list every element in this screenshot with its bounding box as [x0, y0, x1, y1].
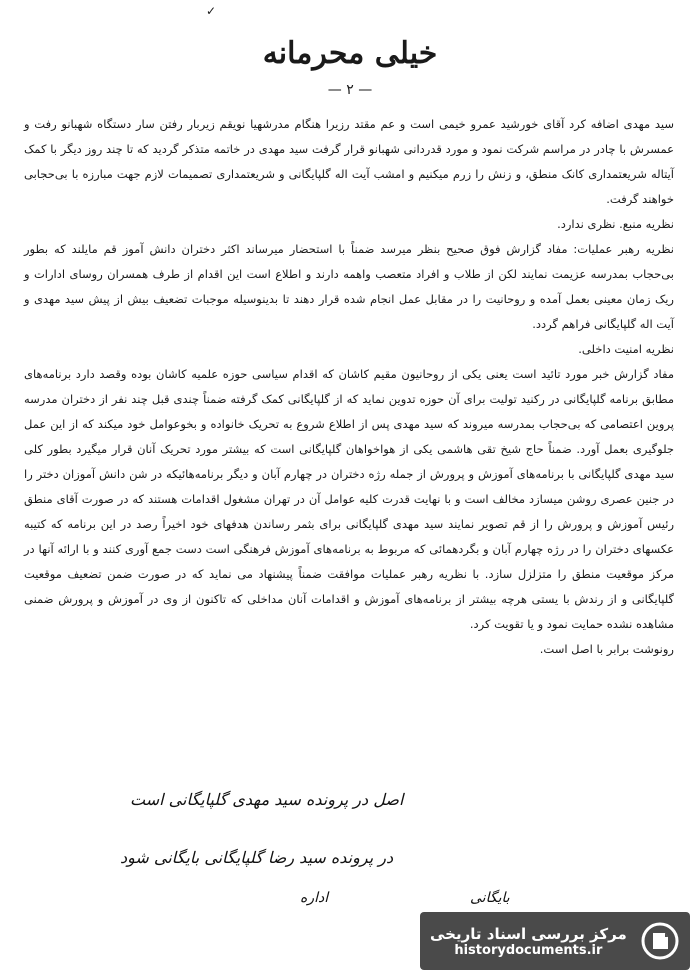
classification-title: خیلی محرمانه	[262, 36, 438, 71]
page-number: — ۲ —	[327, 82, 373, 98]
paragraph: نظریه رهبر عملیات: مفاد گزارش فوق صحیح بنظر میرسد ضمناً با استحضار میرساند اکثر دختران دانش آموز قم مایلند که بطور بی‌حجاب بمدرسه عزیمت نمایند لکن از طلاب و افراد متعصب واهمه دارند و اطلاع است این اقدام از طرف همسران روسای ادارات و ریک زمان معینی بعمل آمده و روحانیت را در مقابل عمل انجام شده قرار دهند تا بدینوسیله موجبات تضعیف بیش از پیش سید مهدی و آیت اله گلپایگانی فراهم گردد.	[24, 242, 674, 331]
handwritten-archive-note: بایگانی	[470, 890, 510, 906]
paragraph: سید مهدی اضافه کرد آقای خورشید عمرو خیمی است و عم مقتد رزیرا هنگام مدرشهیا نویقم زیربار رفتن سار دستگاه شهبانو رفت و عمسرش با چادر در مراسم شرکت نمود و مورد قدردانی شهبانو قرار گرفت سید مهدی در خاتمه متذکر گردید که تا چند روز دیگر با کمک آیتاله شریعتمداری کانک منطق، و زنش را زرم میکنیم و امشب آیت اله گلپایگانی و شریعتمداری تصمیمات لازم جهت مبارزه با بی‌حجابی خواهند گرفت.	[24, 117, 674, 206]
watermark-persian: مرکز بررسی اسناد تاریخی	[430, 924, 627, 943]
document-logo-icon	[640, 921, 680, 961]
watermark-url: historydocuments.ir	[454, 942, 603, 958]
paragraph: نظریه منبع. نظری ندارد.	[557, 217, 674, 231]
paragraph: مفاد گزارش خبر مورد تائید است یعنی یکی از روحانیون مقیم کاشان که اقدام سیاسی حوزه علمیه کاشان بوده وقصد دارد برنامه‌های مطابق برنامه گلپایگانی در رکنید تولیت برای آن حوزه تدوین نماید که از گلپایگانی کمک گرفته ضمناً چندی قبل چند نفر از دختران مدرسه پروین اعتصامی که بی‌حجاب بمدرسه میروند که سید مهدی پس از اطلاع شروع به تحریک خانواده و بخوعوامل خود میکند که از این عمل جلوگیری بعمل آورد. ضمناً حاج شیخ تقی هاشمی یکی از هواخواهان گلپایگانی است که بیشتر مورد تحریک آنان قرار میگیرد بطور کلی سید مهدی گلپایگانی با برنامه‌های آموزش و پرورش از جمله رژه دختران در چهارم آبان و دیگر برنامه‌هائیکه در شن دانش آموزان دختر را در جنین عصری روشن میسازد مخالف است و با نهایت قدرت کلیه عوامل آن در تهران مشغول اقدامات هستند که در صورت آقای منطق رئیس آموزش و پرورش را از قم تصویر نمایند سید مهدی گلپایگانی برای بثمر رساندن هدفهای خود اخیراً رصد در این برنامه که کتیبه عکسهای دختران را در رژه چهارم آبان و بگردهمائی که مربوط به برنامه‌های آموزش فرهنگی است دست جمع آوری کنند و با ارائه آنها در مرکز موقعیت منطق را متزلزل سازد. با نظریه رهبر عملیات موافقت ضمناً پیشنهاد می نماید که در صورت ضمن تضعیف موقعیت گلپایگانی و از رندش با یستی هرچه بیشتر از برنامه‌های آموزش و اقدامات آنان مداخلی که تاکنون از وی در آموزش و پرورش ضمنی مشاهده نشده حمایت نمود و یا تقویت کرد.	[24, 367, 674, 631]
paragraph: رونوشت برابر با اصل است.	[539, 642, 674, 656]
handwritten-office-note: اداره	[300, 890, 329, 906]
archive-watermark	[420, 912, 690, 970]
handwritten-copy-note: اصل در پرونده سید مهدی گلپایگانی است	[130, 790, 404, 809]
document-body	[24, 112, 674, 662]
corner-check-mark: ✓	[206, 4, 217, 18]
paragraph: نظریه امنیت داخلی.	[578, 342, 674, 356]
handwritten-filing-note: در پرونده سید رضا گلپایگانی بایگانی شود	[120, 848, 394, 867]
